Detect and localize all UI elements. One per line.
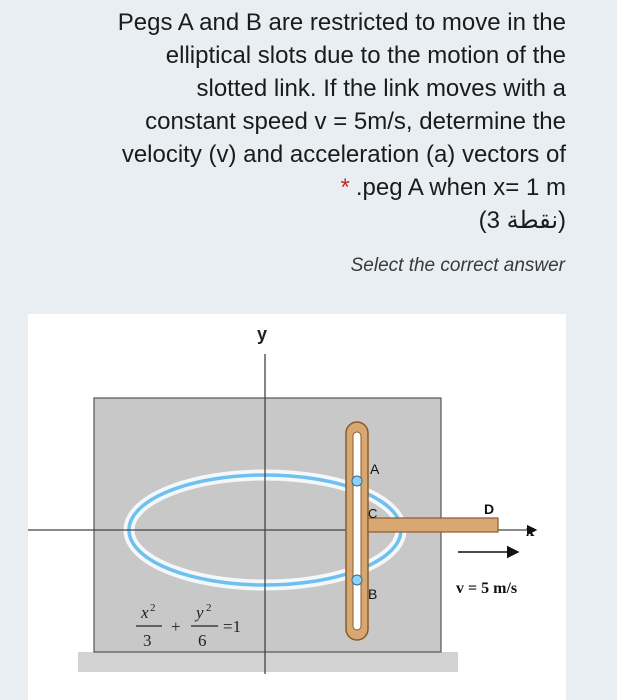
link-slot	[353, 432, 361, 630]
question-figure	[28, 314, 566, 700]
driving-rod	[368, 518, 498, 532]
eq-x-denominator: 3	[143, 631, 152, 650]
required-marker: *	[340, 174, 350, 201]
peg-b-marker	[352, 575, 362, 585]
point-d-label: D	[484, 501, 495, 517]
select-answer-hint: Select the correct answer	[350, 255, 565, 276]
eq-y-term: y	[196, 603, 204, 622]
peg-a-label: A	[370, 461, 380, 477]
point-c-label: C	[368, 506, 378, 521]
question-line-1: Pegs A and B are restricted to move in the	[117, 9, 566, 36]
question-line-5: velocity (v) and acceleration (a) vectors of	[121, 141, 566, 168]
peg-b-label: B	[368, 586, 378, 602]
question-text	[40, 6, 566, 237]
eq-equals: =1	[223, 617, 242, 636]
peg-a-marker	[352, 476, 362, 486]
question-line-6-text: .peg A when x= 1 m	[355, 174, 566, 201]
eq-y-denominator: 6	[198, 631, 207, 650]
points-label: (3 نقطة)	[478, 207, 566, 234]
question-line-3: slotted link. If the link moves with a	[196, 75, 566, 102]
eq-x-exponent: 2	[150, 602, 156, 614]
eq-y-exponent: 2	[206, 602, 212, 614]
velocity-label: v = 5 m/s	[456, 580, 518, 597]
question-line-2: elliptical slots due to the motion of the	[165, 42, 566, 69]
x-axis-label: x	[526, 521, 535, 540]
y-axis-label: y	[257, 324, 268, 344]
ground-strip	[78, 652, 458, 672]
question-line-6	[40, 171, 566, 204]
eq-x-term: x	[141, 603, 149, 622]
question-line-4: constant speed v = 5m/s, determine the	[145, 108, 566, 135]
eq-plus: +	[171, 617, 181, 636]
mechanism-diagram	[28, 314, 566, 700]
